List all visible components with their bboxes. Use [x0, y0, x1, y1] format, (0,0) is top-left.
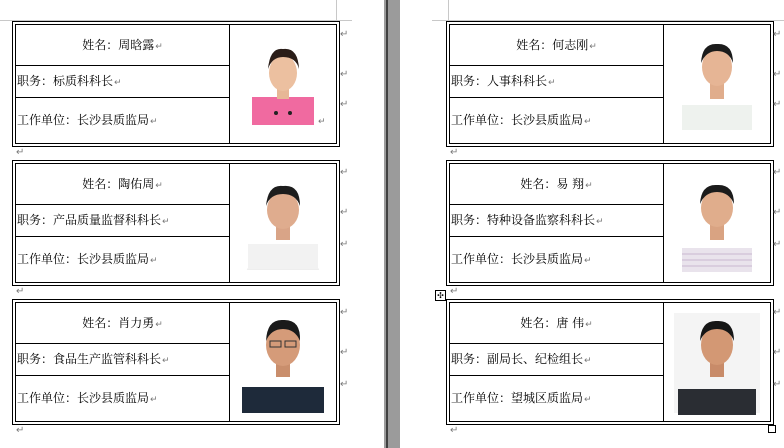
- paragraph-mark: ↵: [16, 425, 25, 436]
- staff-title: 职务：产品质量监督科科长: [17, 213, 162, 227]
- paragraph-mark: ↵: [450, 425, 459, 436]
- staff-card[interactable]: [12, 160, 340, 286]
- row-end-mark: ↵: [773, 347, 782, 358]
- row-end-mark: ↵: [340, 69, 349, 80]
- staff-unit: 工作单位：长沙县质监局: [451, 113, 584, 127]
- staff-unit: 工作单位：长沙县质监局: [17, 391, 150, 405]
- staff-name: 姓名：周晗露: [82, 38, 155, 52]
- row-end-mark: ↵: [773, 207, 782, 218]
- staff-photo[interactable]: [664, 25, 770, 143]
- name-cell[interactable]: 姓名：何志刚↵: [450, 25, 663, 66]
- row-end-mark: ↵: [340, 239, 349, 250]
- staff-card[interactable]: [12, 299, 340, 425]
- title-cell[interactable]: 职务：副局长、纪检组长↵: [450, 344, 663, 376]
- paragraph-mark: ↵: [450, 286, 459, 297]
- title-cell[interactable]: 职务：食品生产监管科科长↵: [16, 344, 229, 376]
- staff-name: 姓名：陶佑周: [82, 177, 155, 191]
- staff-title: 职务：人事科科长: [451, 74, 548, 88]
- staff-title: 职务：特种设备监察科科长: [451, 213, 596, 227]
- staff-unit: 工作单位：望城区质监局: [451, 391, 584, 405]
- unit-cell[interactable]: 工作单位：长沙县质监局↵: [451, 113, 592, 127]
- staff-photo[interactable]: [664, 164, 770, 282]
- staff-card[interactable]: [446, 160, 774, 286]
- title-cell[interactable]: 职务：标质科科长↵: [16, 66, 229, 98]
- title-cell[interactable]: 职务：产品质量监督科科长↵: [16, 205, 229, 237]
- staff-card[interactable]: [446, 21, 774, 147]
- crop-mark: [448, 0, 449, 20]
- staff-title: 职务：标质科科长: [17, 74, 114, 88]
- staff-name: 姓名：唐 伟: [520, 316, 585, 330]
- row-end-mark: ↵: [773, 307, 782, 318]
- staff-photo[interactable]: ↵: [230, 25, 336, 143]
- title-cell[interactable]: 职务：特种设备监察科科长↵: [450, 205, 663, 237]
- staff-card[interactable]: [12, 21, 340, 147]
- row-end-mark: ↵: [340, 167, 349, 178]
- staff-card[interactable]: [446, 299, 774, 425]
- unit-cell[interactable]: 工作单位：长沙县质监局↵: [17, 391, 158, 405]
- name-cell[interactable]: 姓名：易 翔↵: [450, 164, 663, 205]
- row-end-mark: ↵: [773, 99, 782, 110]
- row-end-mark: ↵: [773, 69, 782, 80]
- name-cell[interactable]: 姓名：周晗露↵: [16, 25, 229, 66]
- row-end-mark: ↵: [773, 167, 782, 178]
- row-end-mark: ↵: [773, 29, 782, 40]
- table-move-icon[interactable]: ✣: [435, 290, 446, 301]
- crop-mark: [336, 0, 337, 20]
- unit-cell[interactable]: 工作单位：长沙县质监局↵: [17, 252, 158, 266]
- staff-title: 职务：食品生产监管科科长: [17, 352, 162, 366]
- table-resize-handle[interactable]: [768, 425, 776, 433]
- staff-photo[interactable]: [230, 164, 336, 282]
- staff-title: 职务：副局长、纪检组长: [451, 352, 584, 366]
- row-end-mark: ↵: [340, 207, 349, 218]
- row-end-mark: ↵: [340, 29, 349, 40]
- row-end-mark: ↵: [340, 99, 349, 110]
- staff-name: 姓名：肖力勇: [82, 316, 155, 330]
- title-cell[interactable]: 职务：人事科科长↵: [450, 66, 663, 98]
- row-end-mark: ↵: [773, 239, 782, 250]
- unit-cell[interactable]: 工作单位：望城区质监局↵: [451, 391, 592, 405]
- staff-unit: 工作单位：长沙县质监局: [451, 252, 584, 266]
- row-end-mark: ↵: [773, 379, 782, 390]
- unit-cell[interactable]: 工作单位：长沙县质监局↵: [17, 113, 158, 127]
- paragraph-mark: ↵: [16, 147, 25, 158]
- staff-name: 姓名：易 翔: [520, 177, 585, 191]
- staff-photo[interactable]: [230, 303, 336, 421]
- staff-name: 姓名：何志刚: [516, 38, 589, 52]
- staff-unit: 工作单位：长沙县质监局: [17, 113, 150, 127]
- name-cell[interactable]: 姓名：陶佑周↵: [16, 164, 229, 205]
- row-end-mark: ↵: [340, 307, 349, 318]
- page-divider: [386, 0, 388, 448]
- name-cell[interactable]: 姓名：肖力勇↵: [16, 303, 229, 344]
- staff-unit: 工作单位：长沙县质监局: [17, 252, 150, 266]
- paragraph-mark: ↵: [16, 286, 25, 297]
- row-end-mark: ↵: [340, 347, 349, 358]
- staff-photo[interactable]: [664, 303, 770, 421]
- unit-cell[interactable]: 工作单位：长沙县质监局↵: [451, 252, 592, 266]
- row-end-mark: ↵: [340, 379, 349, 390]
- name-cell[interactable]: 姓名：唐 伟↵: [450, 303, 663, 344]
- paragraph-mark: ↵: [450, 147, 459, 158]
